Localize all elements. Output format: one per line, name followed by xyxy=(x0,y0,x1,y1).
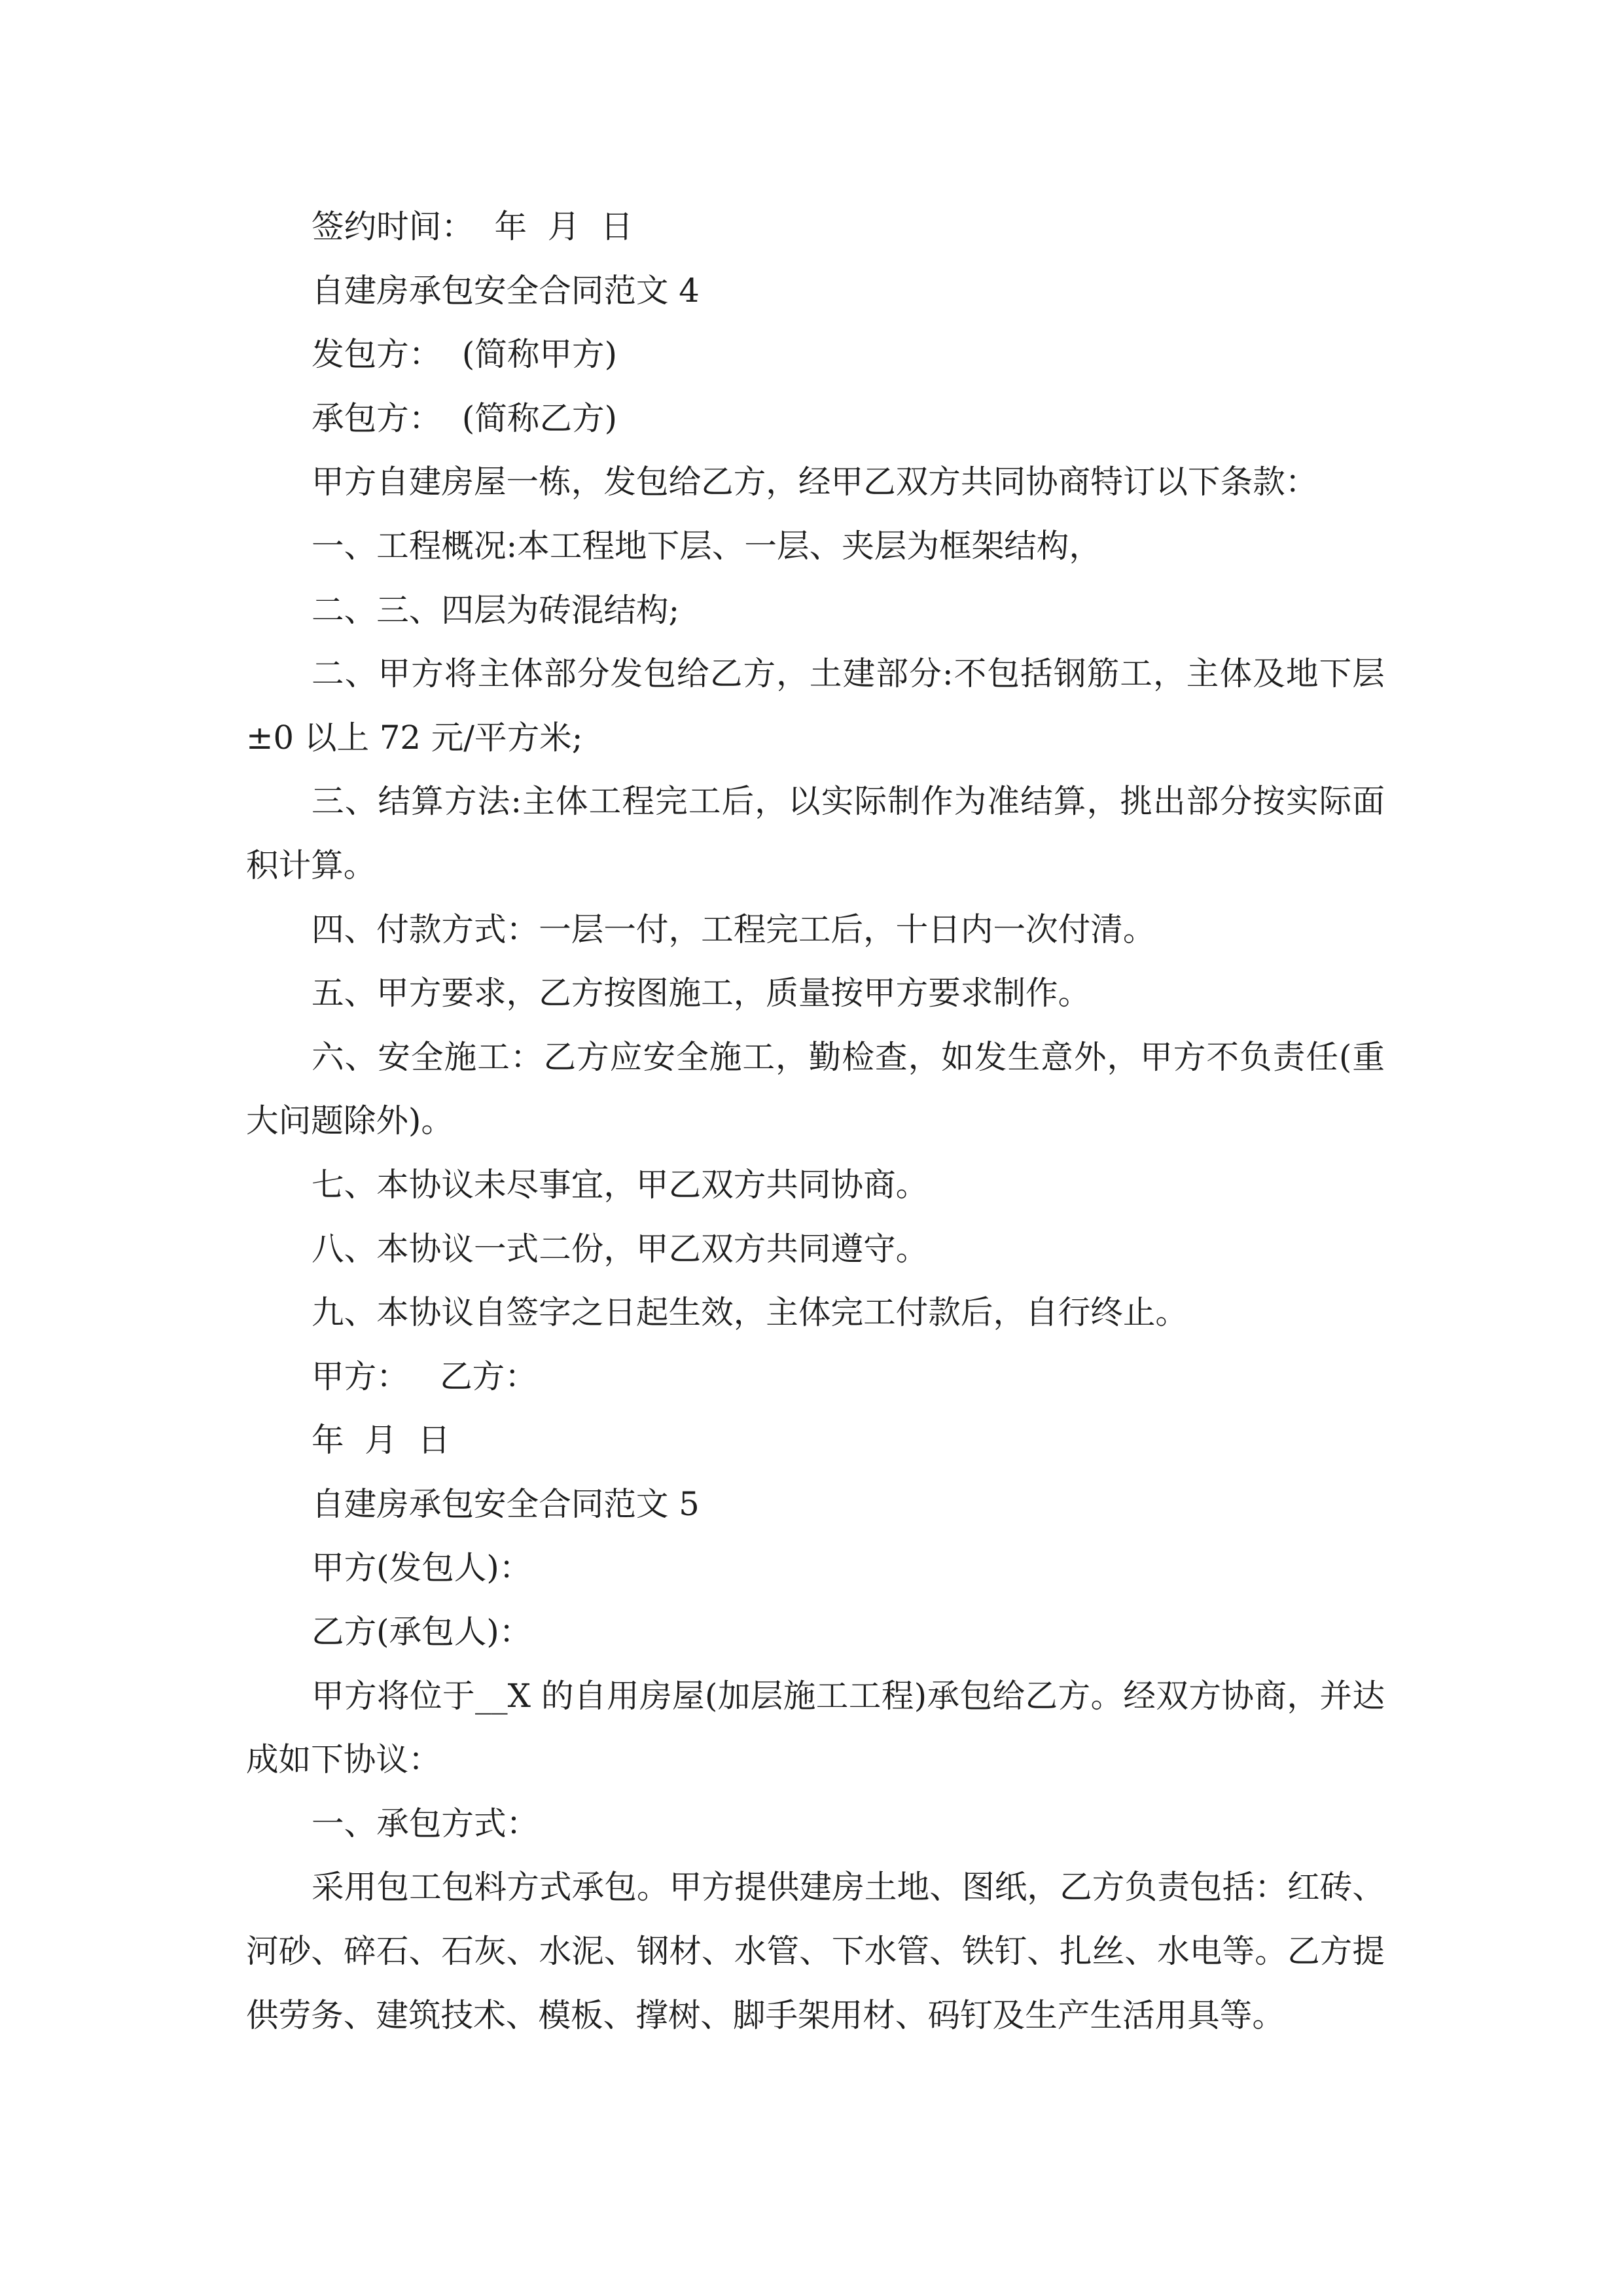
paragraph-line: 发包方： (简称甲方) xyxy=(312,335,617,374)
contracting-method-paragraph xyxy=(246,1856,1385,2047)
agreement-preamble-paragraph xyxy=(246,1664,1385,1792)
clause-5-paragraph xyxy=(246,961,1385,1026)
paragraph-line: 签约时间： 年 月 日 xyxy=(312,207,633,245)
paragraph-line: 二、甲方将主体部分发包给乙方，土建部分:不包括钢筋工，主体及地下层 xyxy=(312,655,1385,693)
clause-3-paragraph xyxy=(246,770,1385,897)
contract-heading-5 xyxy=(246,1473,1385,1537)
contract-heading-4 xyxy=(246,259,1385,323)
paragraph-line: 甲方(发包人)： xyxy=(312,1549,532,1587)
contractor-party-line xyxy=(246,387,1385,451)
clause-1-paragraph xyxy=(246,514,1385,579)
section-1-heading xyxy=(246,1792,1385,1856)
signing-date-line xyxy=(246,195,1385,259)
clause-7-paragraph xyxy=(246,1153,1385,1217)
clause-9-paragraph xyxy=(246,1281,1385,1345)
paragraph-line: 供劳务、建筑技术、模板、撑树、脚手架用材、码钉及生产生活用具等。 xyxy=(246,1996,1285,2034)
paragraph-line: 甲方自建房屋一栋，发包给乙方，经甲乙双方共同协商特订以下条款： xyxy=(312,463,1318,501)
paragraph-line: 三、结算方法:主体工程完工后，以实际制作为准结算，挑出部分按实际面 xyxy=(312,782,1385,821)
clause-2-paragraph xyxy=(246,642,1385,770)
party-b-line xyxy=(246,1600,1385,1664)
paragraph-line: 年 月 日 xyxy=(312,1421,450,1460)
paragraph-line: 八、本协议一式二份，甲乙双方共同遵守。 xyxy=(312,1229,929,1268)
preamble-paragraph xyxy=(246,450,1385,514)
clause-4-paragraph xyxy=(246,898,1385,962)
paragraph-line: 采用包工包料方式承包。甲方提供建房土地、图纸，乙方负责包括：红砖、 xyxy=(312,1868,1385,1907)
clause-1-continued-paragraph xyxy=(246,579,1385,643)
paragraph-line: 六、安全施工：乙方应安全施工，勤检查，如发生意外，甲方不负责任(重 xyxy=(312,1037,1385,1076)
paragraph-line: 一、工程概况:本工程地下层、一层、夹层为框架结构， xyxy=(312,526,1101,565)
paragraph-line: 乙方(承包人)： xyxy=(312,1613,532,1651)
signature-date-line xyxy=(246,1408,1385,1473)
clause-8-paragraph xyxy=(246,1217,1385,1282)
clause-6-paragraph xyxy=(246,1026,1385,1153)
paragraph-line: 大问题除外)。 xyxy=(246,1102,454,1140)
signature-parties-line xyxy=(246,1345,1385,1409)
paragraph-line: 积计算。 xyxy=(246,846,376,884)
document-body xyxy=(246,195,1385,2047)
paragraph-line: 一、承包方式： xyxy=(312,1804,539,1842)
issuer-party-line xyxy=(246,323,1385,387)
party-a-line xyxy=(246,1536,1385,1600)
paragraph-line: 甲方： 乙方： xyxy=(312,1357,537,1395)
paragraph-line: ±0 以上 72 元/平方米; xyxy=(246,718,583,757)
heading-line: 自建房承包安全合同范文 4 xyxy=(312,271,700,310)
paragraph-line: 甲方将位于__X 的自用房屋(加层施工工程)承包给乙方。经双方协商，并达 xyxy=(312,1676,1385,1715)
paragraph-line: 二、三、四层为砖混结构; xyxy=(312,590,680,629)
paragraph-line: 成如下协议： xyxy=(246,1740,441,1779)
paragraph-line: 河砂、碎石、石灰、水泥、钢材、水管、下水管、铁钉、扎丝、水电等。乙方提 xyxy=(246,1932,1385,1971)
paragraph-line: 承包方： (简称乙方) xyxy=(312,399,617,437)
paragraph-line: 九、本协议自签字之日起生效，主体完工付款后，自行终止。 xyxy=(312,1293,1188,1332)
paragraph-line: 五、甲方要求，乙方按图施工，质量按甲方要求制作。 xyxy=(312,974,1091,1013)
paragraph-line: 四、付款方式：一层一付，工程完工后，十日内一次付清。 xyxy=(312,910,1156,948)
paragraph-line: 七、本协议未尽事宜，甲乙双方共同协商。 xyxy=(312,1165,929,1204)
heading-line: 自建房承包安全合同范文 5 xyxy=(312,1484,700,1523)
